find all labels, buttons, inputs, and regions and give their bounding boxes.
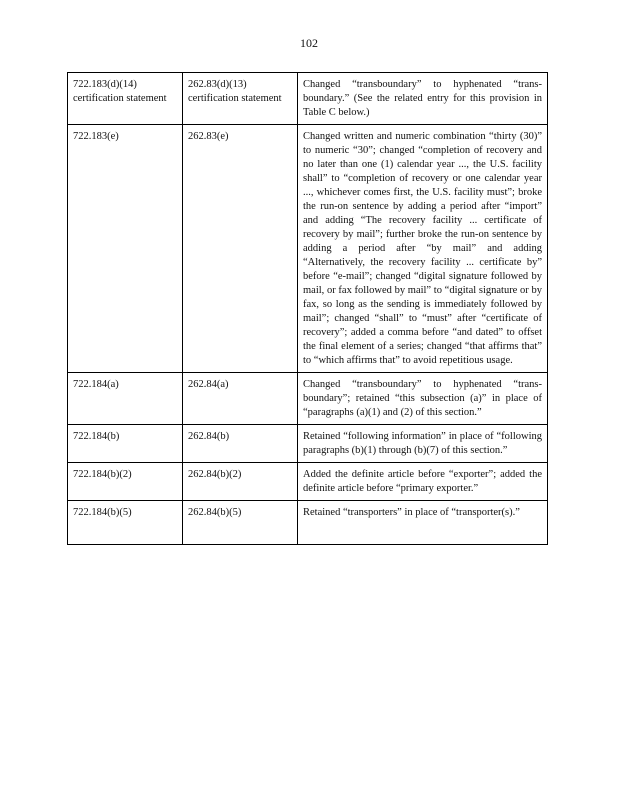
table-row [68,425,548,463]
crosswalk-table [67,72,548,545]
old-section-cell: 722.184(b)(5) [68,501,183,545]
table-row [68,373,548,425]
new-section-cell: 262.83(d)(13) certification statement [183,73,298,125]
change-description-cell: Retained “following information” in place of “following paragraphs (b)(1) through (b)(7) of this section.” [298,425,548,463]
new-section-cell: 262.84(b)(5) [183,501,298,545]
change-description-cell: Retained “transporters” in place of “transporter(s).” [298,501,548,545]
new-section-cell: 262.84(b) [183,425,298,463]
page-number: 102 [300,36,318,50]
table-row [68,73,548,125]
change-description-cell: Changed “transboundary” to hyphenated “trans-boundary.” (See the related entry for this provision in Table C below.) [298,73,548,125]
table-row [68,125,548,373]
old-section-cell: 722.183(e) [68,125,183,373]
old-section-cell: 722.184(b)(2) [68,463,183,501]
change-description-cell: Changed written and numeric combination “thirty (30)” to numeric “30”; changed “completion of recovery and no later than one (1) calendar year ..., the U.S. facility shall” to “completion of recovery or one calendar year ..., whichever comes first, the U.S. facility must”; broke the run-on sentence by adding a period after “import” and adding “The recovery facility ... certificate of recovery by mail”; further broke the run-on sentence by adding a period after “by mail” and adding “Alternatively, the recovery facility ... certificate by” before “e-mail”; changed “digital signature followed by mail, or fax followed by mail” to “digital signature or by fax, so long as the sending is immediately followed by mail”; changed “shall” to “must” after “certificate of recovery”; added a comma before “and dated” to offset the final element of a series; changed “that affirms that” to “which affirms that” to avoid repetitious usage. [298,125,548,373]
change-description-cell: Changed “transboundary” to hyphenated “trans-boundary”; retained “this subsection (a)” in place of “paragraphs (a)(1) and (2) of this section.” [298,373,548,425]
old-section-cell: 722.184(b) [68,425,183,463]
new-section-cell: 262.83(e) [183,125,298,373]
table-row [68,463,548,501]
old-section-cell: 722.183(d)(14) certification statement [68,73,183,125]
new-section-cell: 262.84(b)(2) [183,463,298,501]
new-section-cell: 262.84(a) [183,373,298,425]
change-description-cell: Added the definite article before “exporter”; added the definite article before “primary exporter.” [298,463,548,501]
table-row [68,501,548,545]
old-section-cell: 722.184(a) [68,373,183,425]
